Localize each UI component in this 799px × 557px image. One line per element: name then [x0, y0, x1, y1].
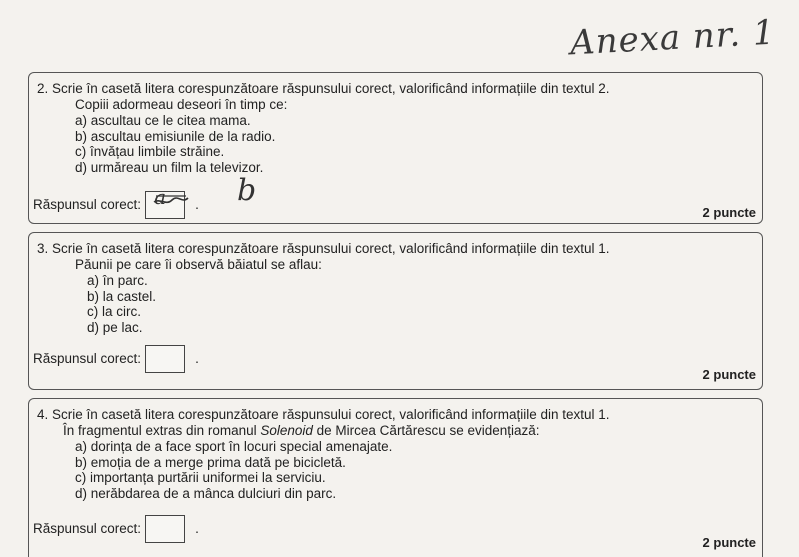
option-d: d) nerăbdarea de a mânca dulciuri din parc.	[75, 485, 337, 501]
answer-label: Răspunsul corect:	[33, 197, 142, 213]
question-3-title: 3. Scrie în casetă litera corespunzătoare răspunsului corect, valorificând informațiile din textul 1.	[37, 241, 610, 256]
option-d: d) pe lac.	[87, 319, 143, 335]
crossed-answer: a	[154, 185, 166, 209]
handwritten-answer: b	[237, 173, 257, 208]
answer-label: Răspunsul corect:	[33, 521, 142, 537]
points-label: 2 puncte	[702, 205, 756, 220]
points-label: 2 puncte	[702, 367, 756, 382]
answer-row: Răspunsul corect: .	[33, 345, 199, 373]
answer-label: Răspunsul corect:	[33, 351, 142, 367]
question-2-box	[28, 72, 763, 224]
question-3-options	[87, 273, 156, 335]
question-3-box	[28, 232, 763, 390]
option-c: c) învățau limbile străine.	[75, 144, 225, 159]
option-a: a) ascultau ce le citea mama.	[75, 113, 251, 128]
option-a: a) în parc.	[87, 273, 148, 288]
question-2-options	[75, 113, 275, 175]
option-c: c) importanța purtării uniformei la serviciu.	[75, 470, 326, 485]
question-2-title: 2. Scrie în casetă litera corespunzătoare răspunsului corect, valorificând informațiile din textul 2.	[37, 81, 610, 96]
option-b: b) ascultau emisiunile de la radio.	[75, 128, 276, 144]
question-3-stem: Păunii pe care îi observă băiatul se aflau:	[75, 257, 322, 272]
question-4-options	[75, 439, 392, 501]
option-b: b) emoția de a merge prima dată pe bicicletă.	[75, 454, 346, 470]
question-2-stem: Copiii adormeau deseori în timp ce:	[75, 97, 288, 112]
answer-box[interactable]	[145, 345, 185, 373]
strike-through-scribble	[152, 185, 190, 218]
answer-row: Răspunsul corect: .	[33, 515, 199, 543]
annex-label: Anexa nr. 1	[568, 12, 776, 64]
option-d: d) urmăreau un film la televizor.	[75, 159, 264, 175]
question-4-stem: În fragmentul extras din romanul Solenoid de Mircea Cărtărescu se evidențiază:	[63, 423, 540, 438]
answer-box[interactable]	[145, 515, 185, 543]
option-c: c) la circ.	[87, 304, 141, 319]
option-a: a) dorința de a face sport în locuri special amenajate.	[75, 439, 393, 454]
option-b: b) la castel.	[87, 288, 157, 304]
question-4-box	[28, 398, 763, 557]
answer-row: Răspunsul corect: a .	[33, 191, 199, 219]
question-4-title: 4. Scrie în casetă litera corespunzătoare răspunsului corect, valorificând informațiile din textul 1.	[37, 407, 610, 422]
points-label: 2 puncte	[702, 535, 756, 550]
answer-box[interactable]	[145, 185, 185, 219]
novel-title: Solenoid	[260, 423, 313, 438]
